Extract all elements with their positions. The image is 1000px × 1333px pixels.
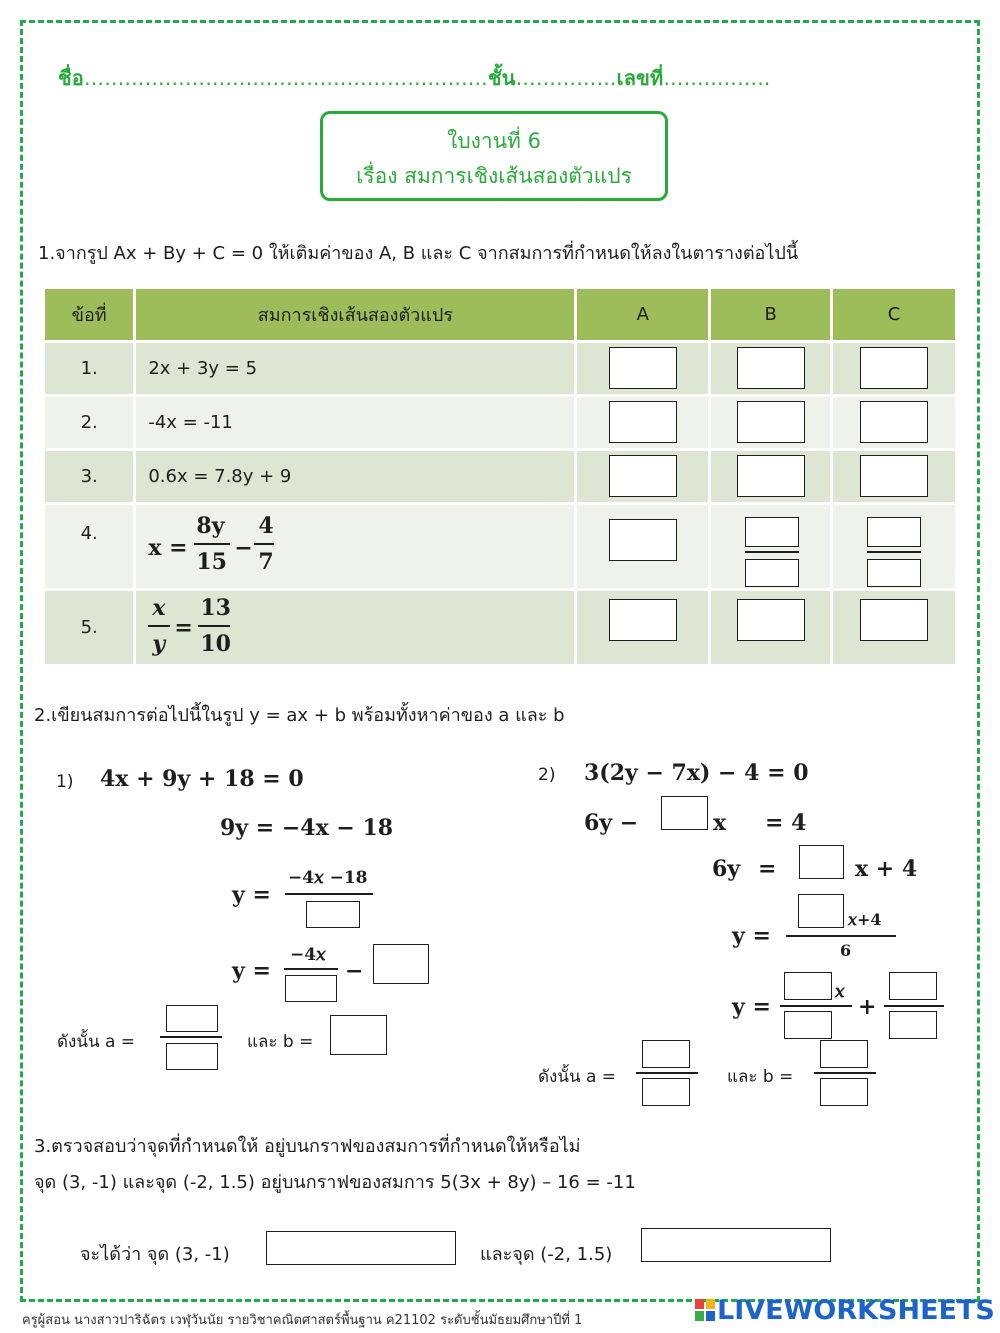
eq4-num1: 8y [196,512,225,539]
col-header-equation: สมการเชิงเส้นสองตัวแปร [135,289,576,341]
part1-line4-denominator-box[interactable] [285,975,337,1002]
col-header-b: B [710,289,832,341]
eq4-den1: 15 [196,548,227,575]
part2-line3-box[interactable] [799,845,844,879]
part2-line2-rhs: = 4 [765,810,807,836]
name-dots: …………………………………………………… [84,66,488,90]
eq4-lhs: x = [148,534,188,561]
worksheet-number: ใบงานที่ 6 [447,129,541,153]
answer-c-box[interactable] [860,599,928,641]
eq5-equals: = [174,614,193,641]
part2-b-denominator-box[interactable] [820,1078,868,1106]
eq5-den1: y [152,630,166,657]
coefficient-table [45,289,958,667]
class-label: ชั้น [488,66,516,90]
q3-answer1-box[interactable] [266,1231,456,1265]
fraction-bar [814,1072,876,1074]
row-number: 1. [45,341,135,395]
part2-label: 2) [538,765,556,785]
answer-b-box[interactable] [737,401,805,443]
fraction-bar [160,1036,222,1038]
part1-line4-constant-box[interactable] [373,944,429,984]
eq4-fraction-bar [254,543,274,545]
part1-line3-lhs: y = [232,882,271,908]
answer-a-box[interactable] [609,519,677,561]
answer-c-box[interactable] [860,347,928,389]
row-equation: 2x + 3y = 5 [135,341,576,395]
answer-c-denominator-box[interactable] [867,559,921,587]
part2-line5-den2-box[interactable] [889,1011,937,1039]
q3-answer2-box[interactable] [641,1228,831,1262]
part1-a-denominator-box[interactable] [166,1043,218,1070]
part2-line3-equals: = [758,856,777,882]
eq4-den2: 7 [258,548,274,575]
part1-and-b-label: และ b = [247,1032,314,1052]
answer-b-denominator-box[interactable] [745,559,799,587]
fraction-bar [780,1005,852,1007]
q1-instruction: 1.จากรูป Ax + By + C = 0 ให้เติมค่าของ A, B และ C จากสมการที่กำหนดให้ลงในตารางต่อไปนี้ [38,243,799,264]
answer-b-box[interactable] [737,599,805,641]
part1-a-numerator-box[interactable] [166,1005,218,1032]
fraction-bar [884,1005,944,1007]
part1-line3-numerator: −4𝑥 −18 [288,868,368,888]
row-equation: 0.6x = 7.8y + 9 [135,449,576,503]
part2-line5-num-box[interactable] [784,972,832,1000]
part1-line1: 4x + 9y + 18 = 0 [100,766,304,792]
part2-b-numerator-box[interactable] [820,1040,868,1068]
table-row [45,589,957,665]
number-label: เลขที่ [616,66,664,90]
part1-so-a-label: ดังนั้น a = [57,1032,136,1052]
fraction-bar [867,551,921,553]
fraction-bar [285,893,373,895]
answer-b-box[interactable] [737,347,805,389]
part2-line4-box[interactable] [798,894,844,928]
answer-c-numerator-box[interactable] [867,517,921,547]
part1-denominator-box[interactable] [306,901,360,928]
table-row [45,449,957,503]
part1-line4-lhs: y = [232,958,271,984]
table-row [45,341,957,395]
part1-line4-numerator: −4𝑥 [290,945,326,965]
part1-b-box[interactable] [330,1015,387,1055]
eq4-op: − [234,534,253,561]
fraction-bar [636,1072,698,1074]
fraction-bar [745,551,799,553]
fraction-bar [786,935,896,937]
q3-answer1-label: จะได้ว่า จุด (3, -1) [80,1244,230,1265]
part2-line3-lhs: 6y [712,856,741,882]
part1-line2: 9y = −4x − 18 [220,815,394,841]
col-header-no: ข้อที่ [45,289,135,341]
col-header-c: C [832,289,957,341]
col-header-a: A [576,289,710,341]
answer-a-box[interactable] [609,599,677,641]
q3-instruction: 3.ตรวจสอบว่าจุดที่กำหนดให้ อยู่บนกราฟของสมการที่กำหนดให้หรือไม่ [34,1136,581,1157]
footer-credit: ครูผู้สอน นางสาวปาริฉัตร เวฬุวันนัย รายวิชาคณิตศาสตร์พื้นฐาน ค21102 ระดับชั้นมัธยมศึกษาปีที่ 1 [22,1313,583,1328]
eq5-num2: 13 [200,594,231,621]
row-equation [135,589,576,665]
part2-line2-x: x [713,810,727,836]
answer-a-box[interactable] [609,347,677,389]
part2-so-a-label: ดังนั้น a = [538,1067,617,1087]
part2-line5-den-box[interactable] [784,1011,832,1039]
part2-a-denominator-box[interactable] [642,1078,690,1106]
answer-c-box[interactable] [860,401,928,443]
part1-label: 1) [56,772,74,792]
part2-line5-x: 𝑥 [835,982,845,1002]
eq5-num1: x [152,594,166,621]
row-number: 5. [45,589,135,665]
row-number: 4. [45,503,135,589]
eq5-fraction-bar [148,625,170,627]
part2-line4-denominator: 6 [840,941,852,960]
q2-instruction: 2.เขียนสมการต่อไปนี้ในรูป y = ax + b พร้อมทั้งหาค่าของ a และ b [34,705,565,726]
eq5-fraction-bar [198,625,230,627]
table-row [45,395,957,449]
part2-line1: 3(2y − 7x) − 4 = 0 [584,760,809,786]
answer-a-box[interactable] [609,455,677,497]
q3-answer2-label: และจุด (-2, 1.5) [480,1244,613,1265]
part2-coefficient-box[interactable] [661,796,708,830]
part2-line4-numerator: 𝑥+4 [848,910,882,929]
answer-b-numerator-box[interactable] [745,517,799,547]
part2-line3-rhs: x + 4 [855,856,918,882]
logo-text: LIVEWORKSHEETS [717,1295,995,1326]
worksheet-title-box [320,111,668,201]
row-number: 2. [45,395,135,449]
table-row [45,503,957,589]
part2-line5-num2-box[interactable] [889,972,937,1000]
student-info-line [58,62,770,94]
part1-line4-op: − [345,958,364,984]
answer-a-box[interactable] [609,401,677,443]
class-dots: …………… [515,66,617,90]
logo-blocks-icon [695,1299,715,1321]
liveworksheets-logo [695,1295,995,1326]
part2-line2-lhs: 6y − [584,810,639,836]
part2-line5-op: + [858,994,877,1020]
worksheet-topic: เรื่อง สมการเชิงเส้นสองตัวแปร [356,164,632,188]
answer-b-box[interactable] [737,455,805,497]
name-label: ชื่อ [58,66,84,90]
part2-line4-lhs: y = [732,923,771,949]
row-equation [135,503,576,589]
number-dots: ……..…….. [663,66,771,90]
part2-a-numerator-box[interactable] [642,1040,690,1068]
eq4-num2: 4 [258,512,274,539]
eq5-den2: 10 [200,630,231,657]
answer-c-box[interactable] [860,455,928,497]
row-number: 3. [45,449,135,503]
eq4-fraction-bar [194,543,230,545]
row-equation: -4x = -11 [135,395,576,449]
part2-and-b-label: และ b = [727,1067,794,1087]
q3-detail: จุด (3, -1) และจุด (-2, 1.5) อยู่บนกราฟของสมการ 5(3x + 8y) – 16 = -11 [34,1172,636,1193]
part2-line5-lhs: y = [732,994,771,1020]
fraction-bar [284,968,338,970]
